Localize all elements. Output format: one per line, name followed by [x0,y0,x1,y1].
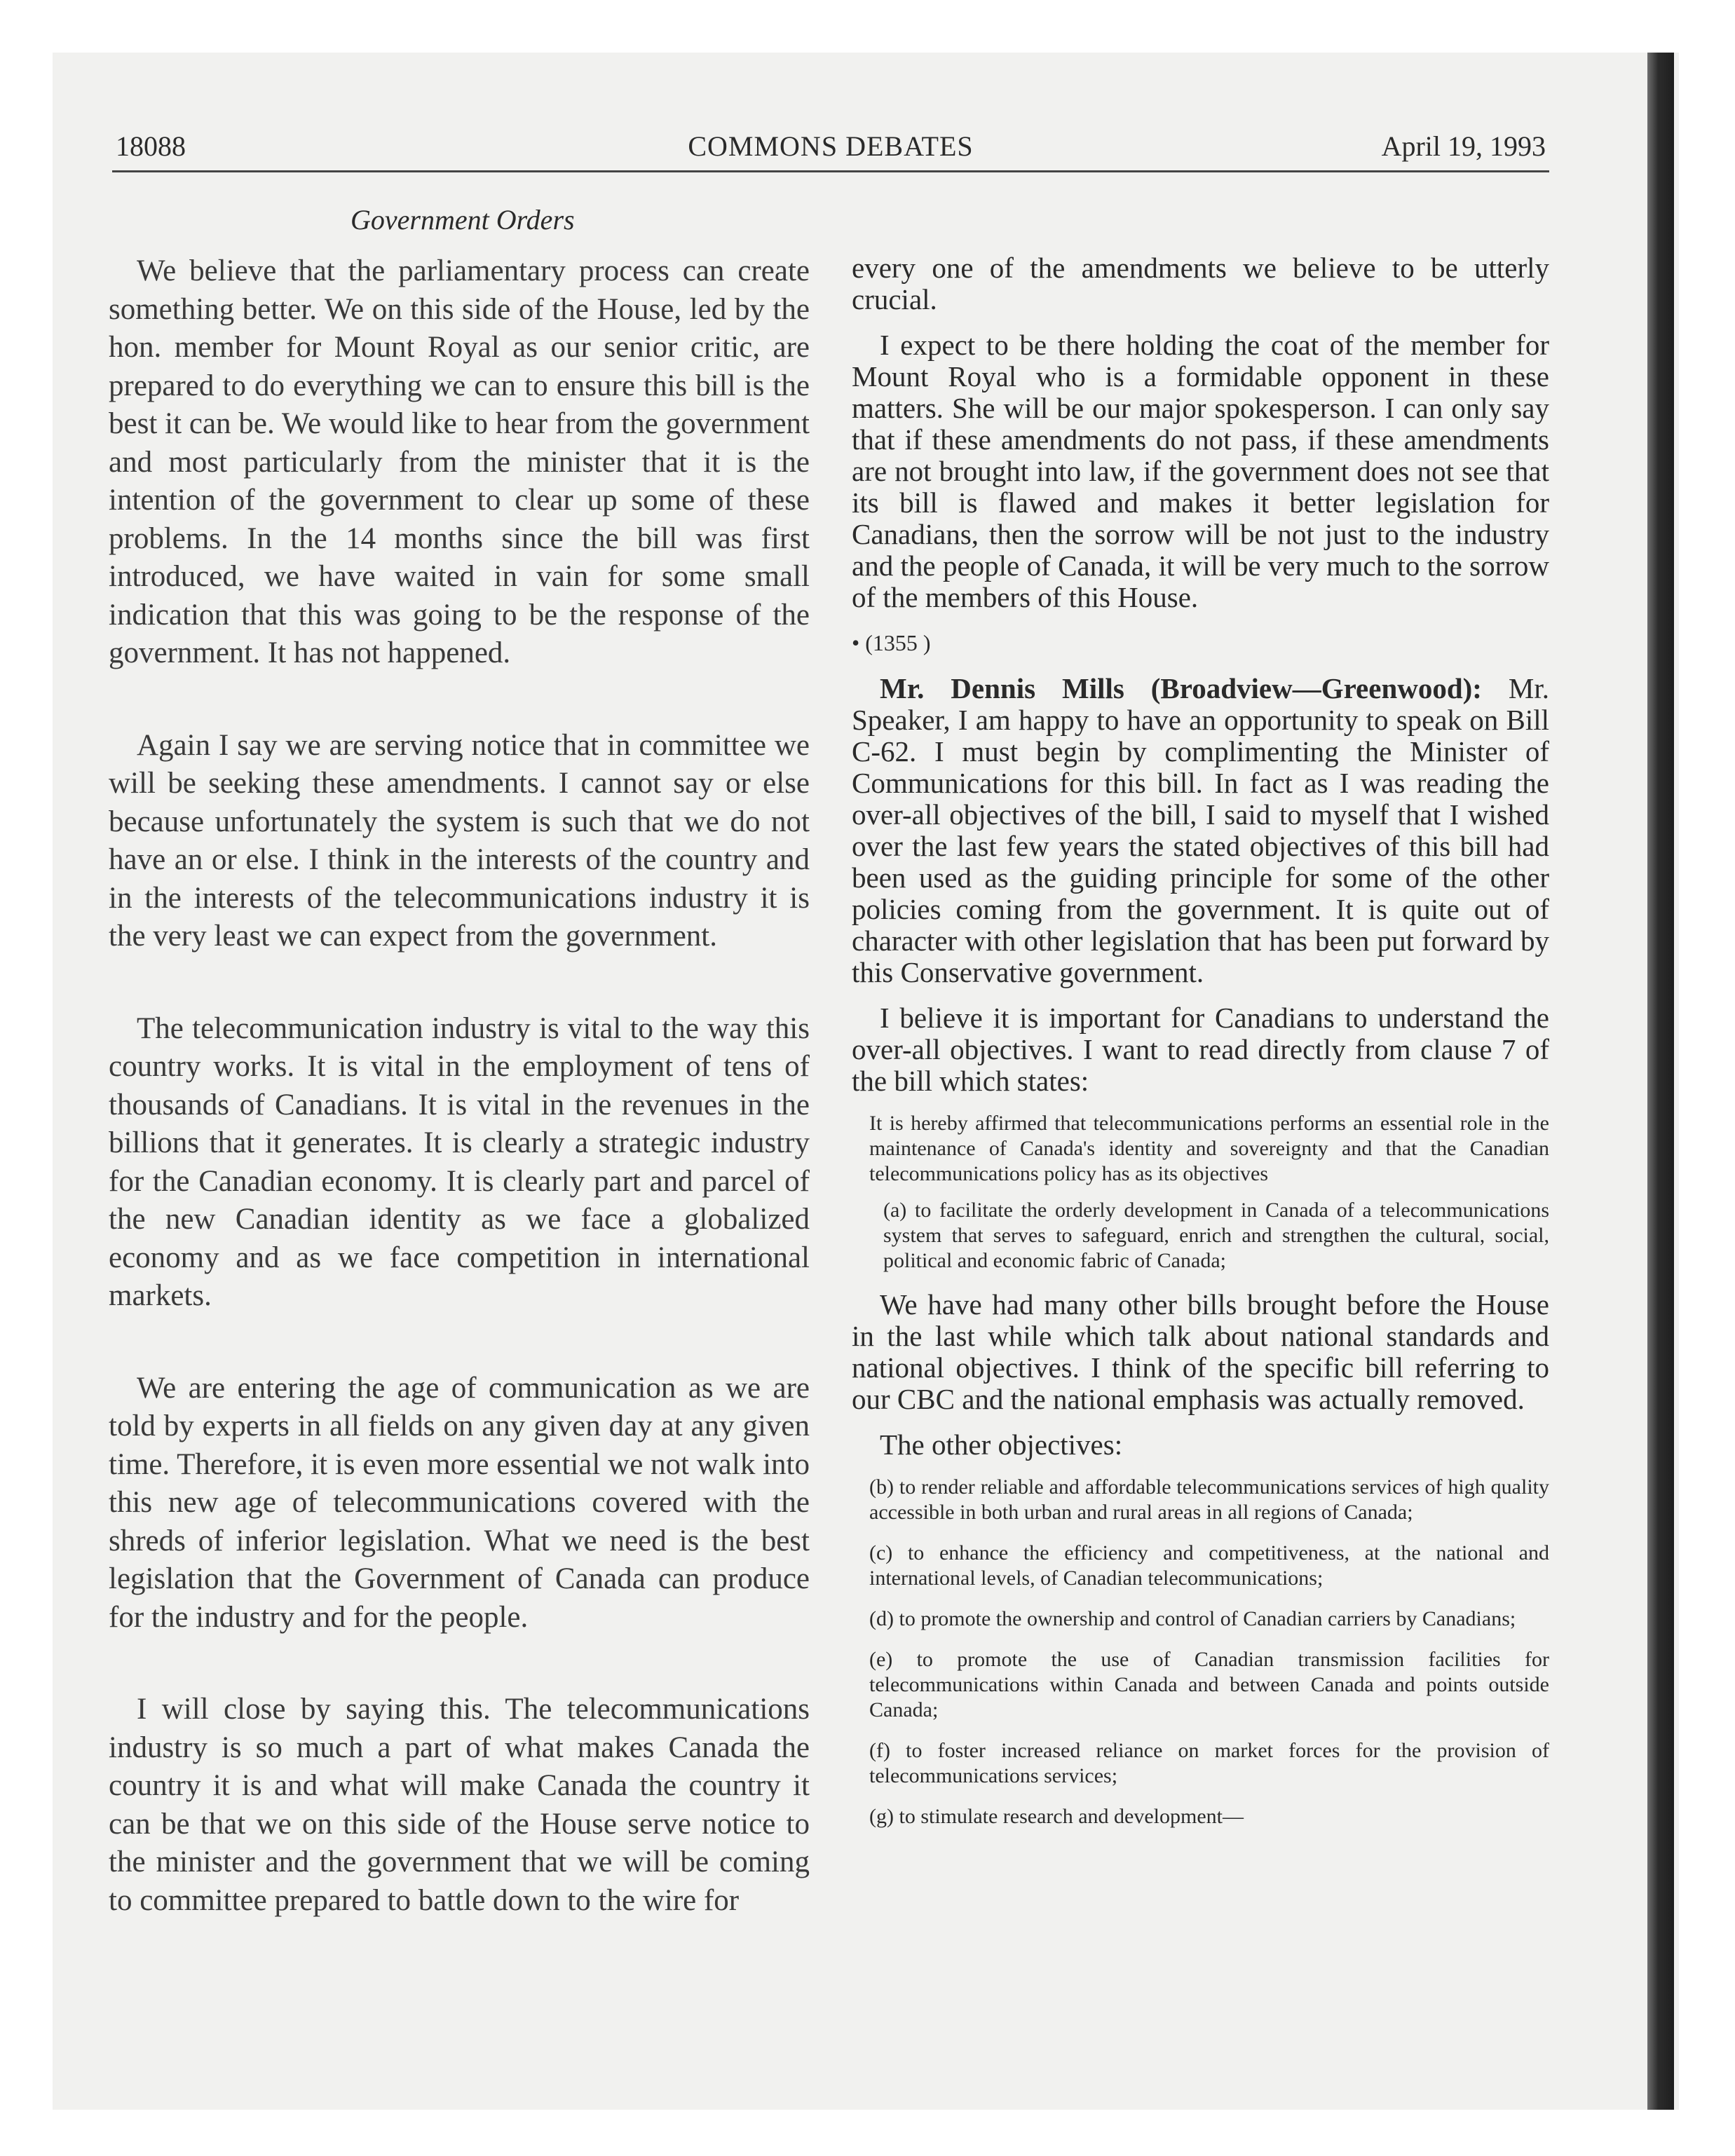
time-stamp: • (1355 ) [852,630,931,655]
quote-item: (a) to facilitate the orderly development in Canada of a telecommunications system that serves to safeguard, enrich and strengthen the cultural, social, political and economic fabric of Canada; [883,1199,1549,1272]
paragraph: We believe that the parliamentary process can create something better. We on this side of the House, led by the hon. member for Mount Royal as our senior critic, are prepared to do everything we can to ensure this bill is the best it can be. We would like to hear from the government and most particularly from the minister that it is the intention of the government to clear up some of these problems. In the 14 months since the bill was first introduced, we have waited in vain for some small indication that this was going to be the response of the government. It has not happened. [109,254,810,669]
page-number: 18088 [116,130,186,162]
paragraph: We have had many other bills brought before the House in the last while which talk about national standards and national objectives. I think of the specific bill referring to our CBC and the national emphasis was actually removed. [852,1288,1549,1415]
paragraph: I will close by saying this. The telecommunications industry is so much a part of what makes Canada the country it is and what will make Canada the country it can be that we on this side of the House serve notice to the minister and the government that we will be coming to committee prepared to battle down to the wire for [109,1693,810,1917]
paragraph: Again I say we are serving notice that in committee we will be seeking these amendments. I cannot say or else because unfortunately the system is such that we do not have an or else. I think in the interests of the country and in the interests of the telecommunications industry it is the very least we can expect from the government. [109,728,810,953]
speech-text: Mr. Speaker, I am happy to have an opportunity to speak on Bill C-62. I must begin by complimenting the Minister of Communications for this bill. In fact as I was reading the over-all objectives of the bill, I said to myself that I wished over the last few years the stated objectives of this bill had been used as the guiding principle for some of the other policies coming from the government. It is quite out of character with other legislation that has been put forward by this Conservative government. [852,672,1549,988]
paragraph: We are entering the age of communication as we are told by experts in all fields on any given day at any given time. Therefore, it is even more essential we not walk into this new age of telecommunications covered with the shreds of inferior legislation. What we need is the best legislation that the Government of Canada can produce for the industry and for the people. [109,1371,810,1634]
objective-item: (g) to stimulate research and development— [869,1805,1244,1828]
objective-item: (d) to promote the ownership and control of Canadian carriers by Canadians; [869,1607,1516,1630]
page-header [116,130,1546,172]
objective-item: (f) to foster increased reliance on market forces for the provision of telecommunications services; [869,1739,1549,1787]
header-rule [112,170,1549,172]
paragraph: I believe it is important for Canadians to understand the over-all objectives. I want to read directly from clause 7 of the bill which states: [852,1002,1549,1097]
speaker-name: Mr. Dennis Mills (Broadview—Greenwood): [880,672,1482,704]
paragraph: The other objectives: [880,1428,1123,1461]
binding-edge [1647,53,1674,2110]
journal-title: COMMONS DEBATES [688,130,974,162]
section-title: Government Orders [351,204,575,236]
objective-item: (c) to enhance the efficiency and competitiveness, at the national and international levels, of Canadian telecommunications; [869,1541,1549,1590]
speech-paragraph [852,673,1549,988]
objective-item: (b) to render reliable and affordable telecommunications services of high quality accessible in both urban and rural areas in all regions of Canada; [869,1475,1549,1524]
objective-item: (e) to promote the use of Canadian transmission facilities for telecommunications within Canada and between Canada and points outside Canada; [869,1648,1549,1721]
paragraph: I expect to be there holding the coat of the member for Mount Royal who is a formidable opponent in these matters. She will be our major spokesperson. I can only say that if these amendments do not pass, if these amendments are not brought into law, if the government does not see that its bill is flawed and makes it better legislation for Canadians, then the sorrow will be not just to the industry and the people of Canada, it will be very much to the sorrow of the members of this House. [852,329,1549,613]
paragraph: every one of the amendments we believe to be utterly crucial. [852,252,1549,315]
quote-intro: It is hereby affirmed that telecommunications performs an essential role in the maintenance of Canada's identity and sovereignty and that the Canadian telecommunications policy has as its objectives [869,1112,1549,1185]
paragraph: The telecommunication industry is vital to the way this country works. It is vital in the employment of tens of thousands of Canadians. It is vital in the revenues in the billions that it generates. It is clearly a strategic industry for the Canadian economy. It is clearly part and parcel of the new Canadian identity as we face a globalized economy and as we face competition in international markets. [109,1011,810,1312]
left-column [109,252,810,1920]
issue-date: April 19, 1993 [1381,130,1546,162]
right-column [852,252,1549,1845]
